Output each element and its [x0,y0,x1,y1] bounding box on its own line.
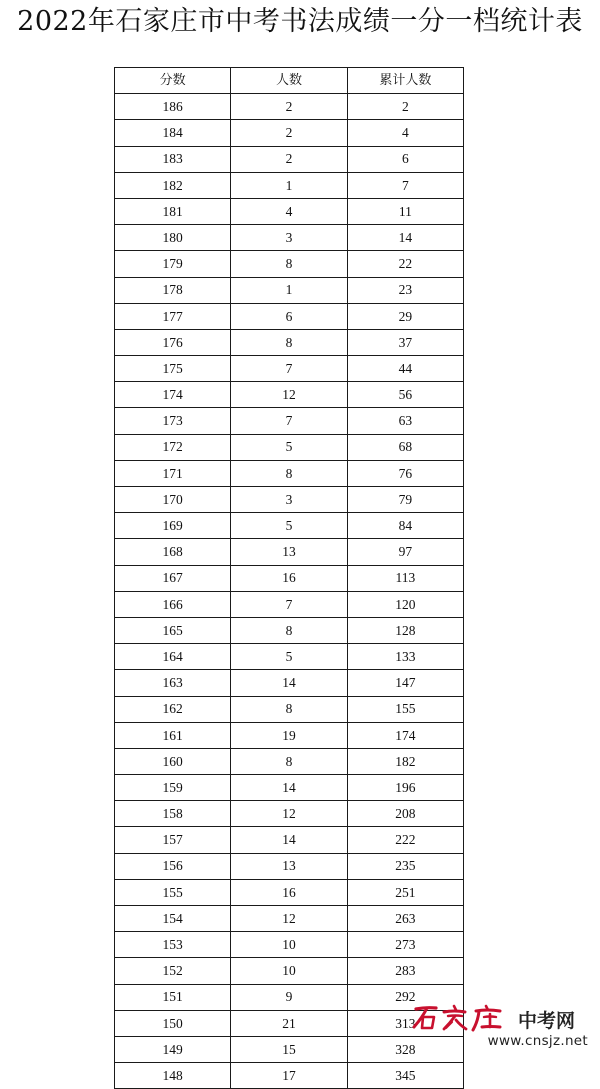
cell-cumulative: 133 [347,644,463,670]
cell-cumulative: 182 [347,748,463,774]
cell-count: 12 [231,906,347,932]
cell-score: 173 [115,408,231,434]
table-row [115,591,464,617]
cell-count: 19 [231,722,347,748]
cell-cumulative: 4 [347,120,463,146]
cell-score: 165 [115,617,231,643]
table-row [115,172,464,198]
cell-score: 160 [115,748,231,774]
cell-cumulative: 63 [347,408,463,434]
cell-count: 21 [231,1010,347,1036]
cell-count: 9 [231,984,347,1010]
cell-count: 17 [231,1063,347,1089]
cell-score: 181 [115,198,231,224]
cell-count: 3 [231,225,347,251]
score-table [114,67,464,1089]
cell-score: 148 [115,1063,231,1089]
cell-score: 172 [115,434,231,460]
table-row [115,487,464,513]
cell-score: 156 [115,853,231,879]
cell-count: 7 [231,408,347,434]
cell-score: 169 [115,513,231,539]
cell-cumulative: 313 [347,1010,463,1036]
cell-score: 158 [115,801,231,827]
cell-count: 8 [231,696,347,722]
cell-score: 164 [115,644,231,670]
watermark [410,1003,590,1053]
site-url[interactable]: www.cnsjz.net [487,1033,588,1049]
cell-score: 170 [115,487,231,513]
cell-count: 2 [231,146,347,172]
logo-strokes [414,1006,500,1030]
cell-score: 184 [115,120,231,146]
cell-cumulative: 29 [347,303,463,329]
cell-score: 175 [115,356,231,382]
table-row [115,303,464,329]
cell-count: 12 [231,382,347,408]
cell-cumulative: 292 [347,984,463,1010]
cell-cumulative: 113 [347,565,463,591]
table-row [115,565,464,591]
cell-score: 178 [115,277,231,303]
cell-cumulative: 283 [347,958,463,984]
table-row [115,670,464,696]
cell-cumulative: 174 [347,722,463,748]
cell-count: 1 [231,277,347,303]
cell-cumulative: 84 [347,513,463,539]
table-row [115,696,464,722]
cell-cumulative: 14 [347,225,463,251]
page-title: 2022年石家庄市中考书法成绩一分一档统计表 [17,6,583,37]
cell-count: 12 [231,801,347,827]
table-row [115,827,464,853]
cell-score: 154 [115,906,231,932]
table-row [115,120,464,146]
cell-cumulative: 208 [347,801,463,827]
cell-score: 162 [115,696,231,722]
table-row [115,277,464,303]
table-row [115,748,464,774]
cell-count: 14 [231,670,347,696]
table-row [115,775,464,801]
header-count: 人数 [231,68,347,94]
cell-score: 176 [115,329,231,355]
table-row [115,460,464,486]
cell-count: 8 [231,329,347,355]
table-header-row [115,68,464,94]
cell-count: 2 [231,94,347,120]
cell-score: 183 [115,146,231,172]
table-row [115,539,464,565]
cell-count: 16 [231,879,347,905]
table-row [115,906,464,932]
calligraphy-logo [410,1003,520,1033]
cell-cumulative: 23 [347,277,463,303]
cell-cumulative: 222 [347,827,463,853]
table-row [115,94,464,120]
cell-count: 4 [231,198,347,224]
cell-cumulative: 155 [347,696,463,722]
cell-count: 3 [231,487,347,513]
cell-cumulative: 345 [347,1063,463,1089]
cell-count: 14 [231,827,347,853]
cell-score: 174 [115,382,231,408]
table-row [115,198,464,224]
table-row [115,644,464,670]
table-row [115,1063,464,1089]
cell-cumulative: 251 [347,879,463,905]
cell-score: 182 [115,172,231,198]
cell-cumulative: 196 [347,775,463,801]
cell-count: 1 [231,172,347,198]
cell-cumulative: 97 [347,539,463,565]
header-cumulative: 累计人数 [347,68,463,94]
cell-cumulative: 147 [347,670,463,696]
cell-count: 5 [231,513,347,539]
brand-name: 中考网 [518,1010,576,1032]
cell-score: 167 [115,565,231,591]
cell-count: 10 [231,958,347,984]
cell-count: 14 [231,775,347,801]
table-body [115,94,464,1089]
cell-count: 8 [231,251,347,277]
cell-count: 15 [231,1036,347,1062]
table-row [115,879,464,905]
table-row [115,617,464,643]
table-row [115,434,464,460]
table-row [115,722,464,748]
table-row [115,356,464,382]
cell-score: 186 [115,94,231,120]
cell-count: 13 [231,853,347,879]
table-row [115,801,464,827]
cell-count: 5 [231,434,347,460]
cell-score: 149 [115,1036,231,1062]
table-row [115,853,464,879]
cell-cumulative: 11 [347,198,463,224]
cell-cumulative: 6 [347,146,463,172]
cell-count: 8 [231,460,347,486]
cell-score: 179 [115,251,231,277]
cell-cumulative: 120 [347,591,463,617]
cell-cumulative: 328 [347,1036,463,1062]
table-row [115,225,464,251]
cell-cumulative: 22 [347,251,463,277]
cell-score: 171 [115,460,231,486]
cell-score: 163 [115,670,231,696]
cell-count: 5 [231,644,347,670]
cell-score: 152 [115,958,231,984]
cell-cumulative: 235 [347,853,463,879]
header-score: 分数 [115,68,231,94]
cell-cumulative: 7 [347,172,463,198]
table-row [115,382,464,408]
cell-count: 13 [231,539,347,565]
cell-cumulative: 79 [347,487,463,513]
cell-cumulative: 128 [347,617,463,643]
cell-cumulative: 56 [347,382,463,408]
table-row [115,958,464,984]
cell-score: 159 [115,775,231,801]
cell-score: 155 [115,879,231,905]
cell-cumulative: 44 [347,356,463,382]
cell-score: 168 [115,539,231,565]
cell-cumulative: 76 [347,460,463,486]
cell-count: 6 [231,303,347,329]
table-row [115,146,464,172]
table-row [115,932,464,958]
cell-score: 177 [115,303,231,329]
table-row [115,251,464,277]
cell-count: 7 [231,356,347,382]
cell-cumulative: 37 [347,329,463,355]
cell-count: 8 [231,748,347,774]
cell-cumulative: 273 [347,932,463,958]
cell-score: 150 [115,1010,231,1036]
cell-score: 153 [115,932,231,958]
cell-score: 151 [115,984,231,1010]
cell-cumulative: 68 [347,434,463,460]
cell-cumulative: 263 [347,906,463,932]
cell-count: 10 [231,932,347,958]
cell-count: 16 [231,565,347,591]
cell-score: 180 [115,225,231,251]
cell-count: 7 [231,591,347,617]
table-row [115,513,464,539]
cell-count: 8 [231,617,347,643]
cell-score: 157 [115,827,231,853]
cell-cumulative: 2 [347,94,463,120]
cell-count: 2 [231,120,347,146]
cell-score: 161 [115,722,231,748]
cell-score: 166 [115,591,231,617]
table-row [115,329,464,355]
table-row [115,408,464,434]
